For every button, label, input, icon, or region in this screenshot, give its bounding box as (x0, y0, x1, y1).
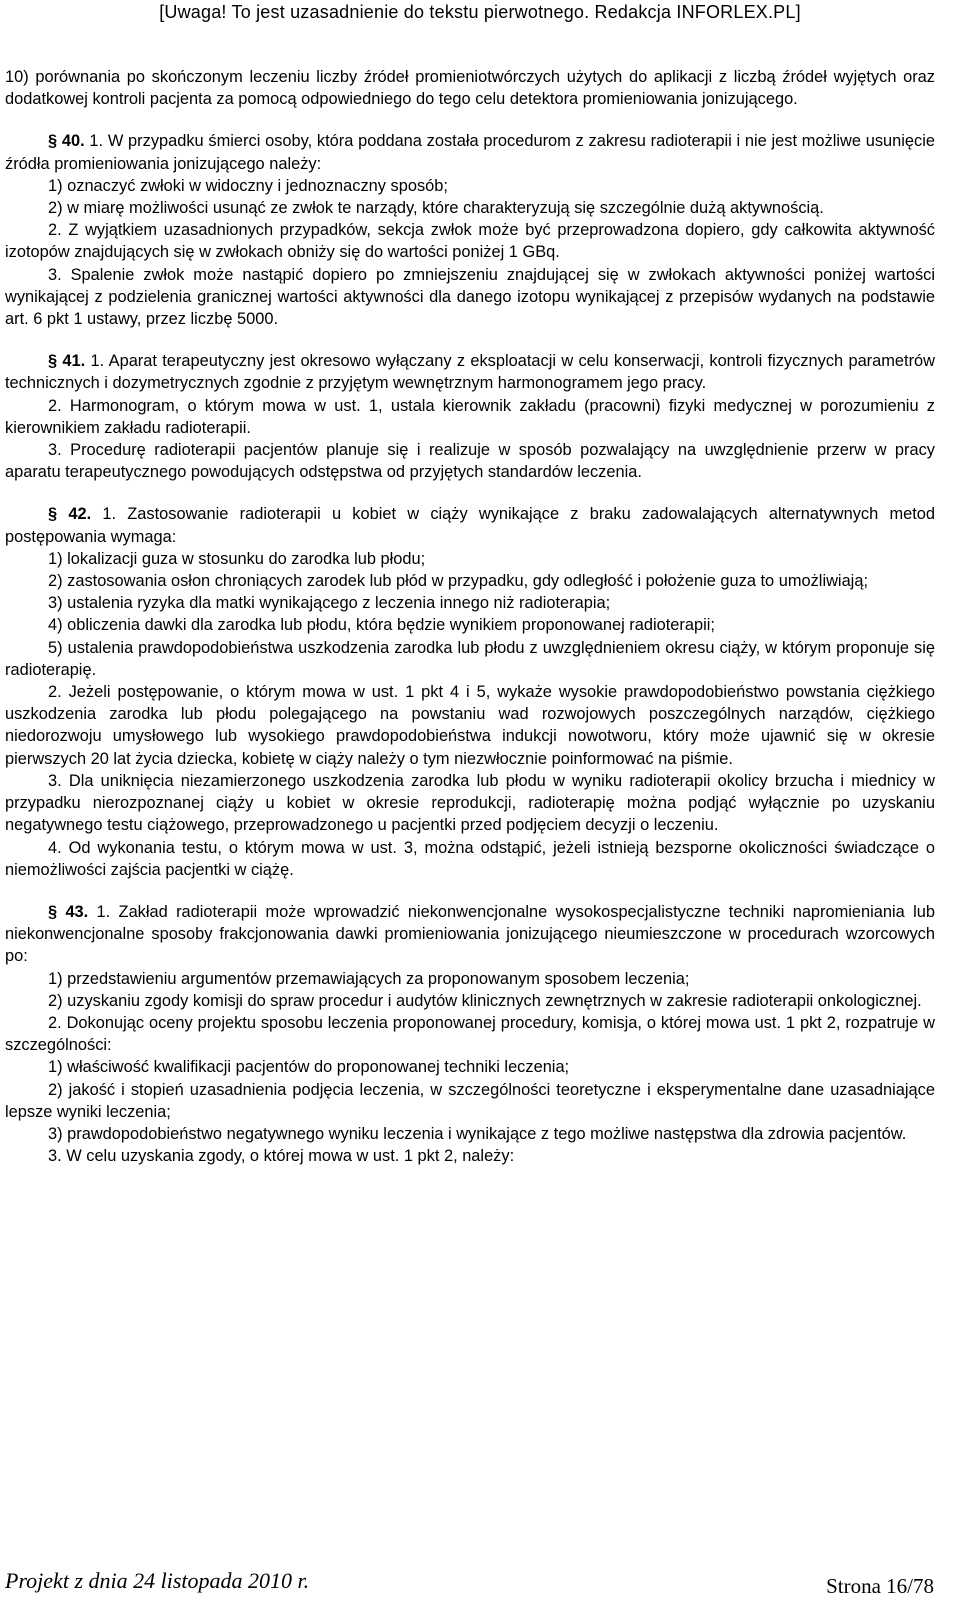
list-item: 3) prawdopodobieństwo negatywnego wyniku leczenia i wynikające z tego możliwe następstwa dla zdrowia pacjentów. (48, 1124, 907, 1143)
list-item: 4) obliczenia dawki dla zarodka lub płodu, która będzie wynikiem proponowanej radioterapii; (48, 616, 715, 635)
section-42-paragraph: § 42. 1. Zastosowanie radioterapii u kobiet w ciąży wynikające z braku zadowalających alternatywnych metod postępowania wymaga: (5, 505, 935, 546)
paragraph-item-10: 10) porównania po skończonym leczeniu liczby źródeł promieniotwórczych użytych do aplikacji z liczbą źródeł wyjętych oraz dodatkowej kontroli pacjenta za pomocą odpowiedniego do tego celu detektora promieniowania jonizującego. (5, 68, 935, 109)
list-item: 2) uzyskaniu zgody komisji do spraw procedur i audytów klinicznych zewnętrznych w zakresie radioterapii onkologicznej. (48, 991, 922, 1010)
paragraph: 2. Dokonując oceny projektu sposobu leczenia proponowanej procedury, komisja, o której mowa ust. 1 pkt 2, rozpatruje w szczególności: (5, 1013, 935, 1055)
list-item: 3) ustalenia ryzyka dla matki wynikającego z leczenia innego niż radioterapia; (48, 594, 611, 613)
section-40-paragraph: § 40. 1. W przypadku śmierci osoby, która poddana została procedurom z zakresu radioterapii i nie jest możliwe usunięcie źródła promieniowania jonizującego należy: (5, 132, 935, 173)
document-body (5, 66, 935, 1167)
paragraph: 2. Z wyjątkiem uzasadnionych przypadków, sekcja zwłok może być przeprowadzona dopiero, gdy całkowita aktywność izotopów znajdujących się w zwłokach obniży się do wartości poniżej 1 GBq. (5, 221, 935, 262)
paragraph: 3. Spalenie zwłok może nastąpić dopiero po zmniejszeniu znajdującej się w zwłokach aktywności poniżej wartości wynikającej z podzielenia granicznej wartości aktywności dla danego izotopu wynikającej z przepisów wydanych na podstawie art. 6 pkt 1 ustawy, przez liczbę 5000. (5, 265, 935, 329)
draft-date-footer: Projekt z dnia 24 listopada 2010 r. (5, 1568, 310, 1593)
list-item: 1) oznaczyć zwłoki w widoczny i jednoznaczny sposób; (48, 176, 448, 195)
section-number: § 41. (48, 352, 86, 371)
section-number: § 40. (48, 132, 85, 151)
document-header-note: [Uwaga! To jest uzasadnienie do tekstu pierwotnego. Redakcja INFORLEX.PL] (159, 2, 801, 22)
list-item: 2) zastosowania osłon chroniących zarodek lub płód w przypadku, gdy odległość i położenie guza to umożliwiają; (48, 572, 868, 591)
list-item: 1) przedstawieniu argumentów przemawiających za proponowanym sposobem leczenia; (48, 969, 690, 988)
paragraph: 3. Dla uniknięcia niezamierzonego uszkodzenia zarodka lub płodu w wyniku radioterapii okolicy brzucha i miednicy w przypadku nierozpoznanej ciąży u kobiet w okresie reprodukcji, radioterapię można podjąć wyłącznie po uzyskaniu negatywnego testu ciążowego, przeprowadzonego u pacjentki przed podjęciem decyzji o leczeniu. (5, 771, 935, 835)
paragraph: 2. Jeżeli postępowanie, o którym mowa w ust. 1 pkt 4 i 5, wykaże wysokie prawdopodobieństwo powstania ciężkiego uszkodzenia zarodka lub płodu polegającego na powstaniu wad rozwojowych poszczególnych narządów, ciężkiego niedorozwoju umysłowego lub wysokiego prawdopodobieństwa indukcji nowotworu, który może ujawnić się w okresie pierwszych 20 lat życia dziecka, kobietę w ciąży należy o tym niezwłocznie poinformować na piśmie. (5, 683, 935, 768)
list-item: 1) lokalizacji guza w stosunku do zarodka lub płodu; (48, 549, 426, 568)
section-41-paragraph: § 41. 1. Aparat terapeutyczny jest okresowo wyłączany z eksploatacji w celu konserwacji, kontroli fizycznych parametrów technicznych i dozymetrycznych zgodnie z przyjętym wewnętrznym harmonogramem jego pracy. (5, 352, 935, 393)
paragraph: 4. Od wykonania testu, o którym mowa w ust. 3, można odstąpić, jeżeli istnieją bezsporne okoliczności świadczące o niemożliwości zajścia pacjentki w ciążę. (5, 838, 935, 879)
page-number: Strona 16/78 (826, 1574, 934, 1598)
list-item: 1) właściwość kwalifikacji pacjentów do proponowanej techniki leczenia; (48, 1058, 570, 1077)
list-item: 2) w miarę możliwości usunąć ze zwłok te narządy, które charakteryzują się szczególnie dużą aktywnością. (48, 199, 824, 218)
section-43-paragraph: § 43. 1. Zakład radioterapii może wprowadzić niekonwencjonalne wysokospecjalistyczne techniki napromieniania lub niekonwencjonalne sposoby frakcjonowania dawki promieniowania jonizującego nieumieszczone w procedurach wzorcowych po: (5, 902, 935, 966)
paragraph: 2. Harmonogram, o którym mowa w ust. 1, ustala kierownik zakładu (pracowni) fizyki medycznej w porozumieniu z kierownikiem zakładu radioterapii. (5, 396, 935, 437)
section-number: § 43. (48, 902, 89, 921)
list-item: 5) ustalenia prawdopodobieństwa uszkodzenia zarodka lub płodu z uwzględnieniem okresu ciąży, w którym proponuje się radioterapię. (5, 638, 935, 679)
paragraph: 3. Procedurę radioterapii pacjentów planuje się i realizuje w sposób pozwalający na uwzględnienie przerw w pracy aparatu terapeutycznego powodujących odstępstwa od przyjętych standardów leczenia. (5, 441, 935, 482)
section-number: § 42. (48, 505, 92, 524)
list-item: 2) jakość i stopień uzasadnienia podjęcia leczenia, w szczególności teoretyczne i eksperymentalne dane uzasadniające lepsze wyniki leczenia; (5, 1080, 935, 1121)
paragraph: 3. W celu uzyskania zgody, o której mowa w ust. 1 pkt 2, należy: (48, 1147, 515, 1166)
